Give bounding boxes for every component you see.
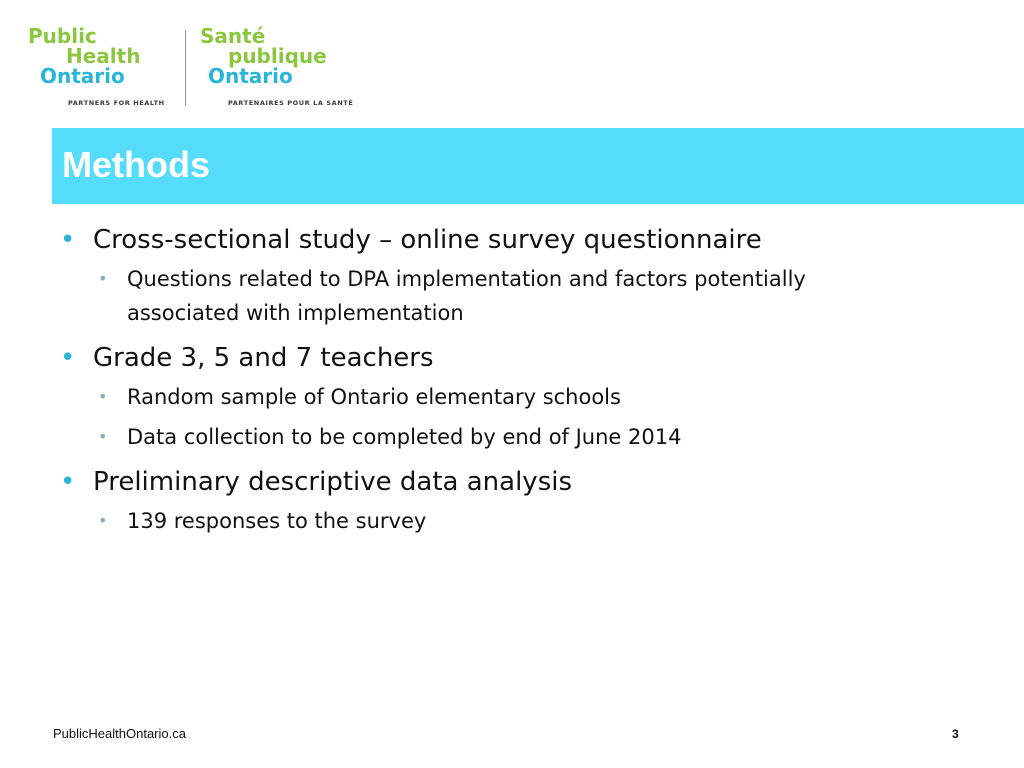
- logo-fr-line1: Santé: [200, 24, 266, 48]
- slide-title: Methods: [62, 144, 210, 185]
- bullet-icon: •: [60, 225, 76, 255]
- page-number: 3: [952, 727, 959, 741]
- bullet-icon: •: [60, 467, 76, 497]
- sub-bullet-text: Questions related to DPA implementation and factors potentially associated with implementation: [127, 267, 806, 325]
- sub-bullet-list: [58, 380, 958, 454]
- logo-en-line3: Ontario: [40, 64, 125, 88]
- sub-bullet-text: 139 responses to the survey: [127, 509, 427, 533]
- sub-bullet-icon: •: [98, 269, 108, 288]
- bullet-item: [58, 464, 958, 500]
- sub-bullet-icon: •: [98, 511, 108, 530]
- bullet-icon: •: [60, 343, 76, 373]
- bullet-text: Cross-sectional study – online survey questionnaire: [93, 225, 762, 255]
- footer-url: PublicHealthOntario.ca: [53, 726, 186, 741]
- sub-bullet-text: Data collection to be completed by end of June 2014: [127, 425, 682, 449]
- sub-bullet-item: [58, 504, 887, 538]
- sub-bullet-icon: •: [98, 427, 108, 446]
- sub-bullet-item: [58, 262, 887, 330]
- logo-divider: [185, 30, 186, 106]
- logo-en-line2: Health: [66, 44, 141, 68]
- logo-en-tagline: PARTNERS FOR HEALTH: [68, 99, 165, 107]
- bullet-item: [58, 340, 958, 376]
- bullet-text: Grade 3, 5 and 7 teachers: [93, 343, 434, 373]
- logo-fr-line3: Ontario: [208, 64, 293, 88]
- sub-bullet-list: [58, 504, 958, 538]
- bullet-text: Preliminary descriptive data analysis: [93, 467, 573, 497]
- public-health-ontario-logo: [28, 26, 368, 110]
- logo-english: [28, 24, 178, 107]
- logo-en-line1: Public: [28, 24, 97, 48]
- logo-fr-tagline: PARTENAIRES POUR LA SANTÉ: [228, 99, 354, 107]
- sub-bullet-list: [58, 262, 958, 330]
- sub-bullet-text: Random sample of Ontario elementary schools: [127, 385, 621, 409]
- logo-fr-line2: publique: [228, 44, 327, 68]
- sub-bullet-item: [58, 380, 887, 414]
- title-bar: [52, 128, 1024, 204]
- logo-french: [200, 24, 370, 107]
- sub-bullet-item: [58, 420, 887, 454]
- bullet-list: [58, 222, 958, 548]
- bullet-item: [58, 222, 958, 258]
- sub-bullet-icon: •: [98, 387, 108, 406]
